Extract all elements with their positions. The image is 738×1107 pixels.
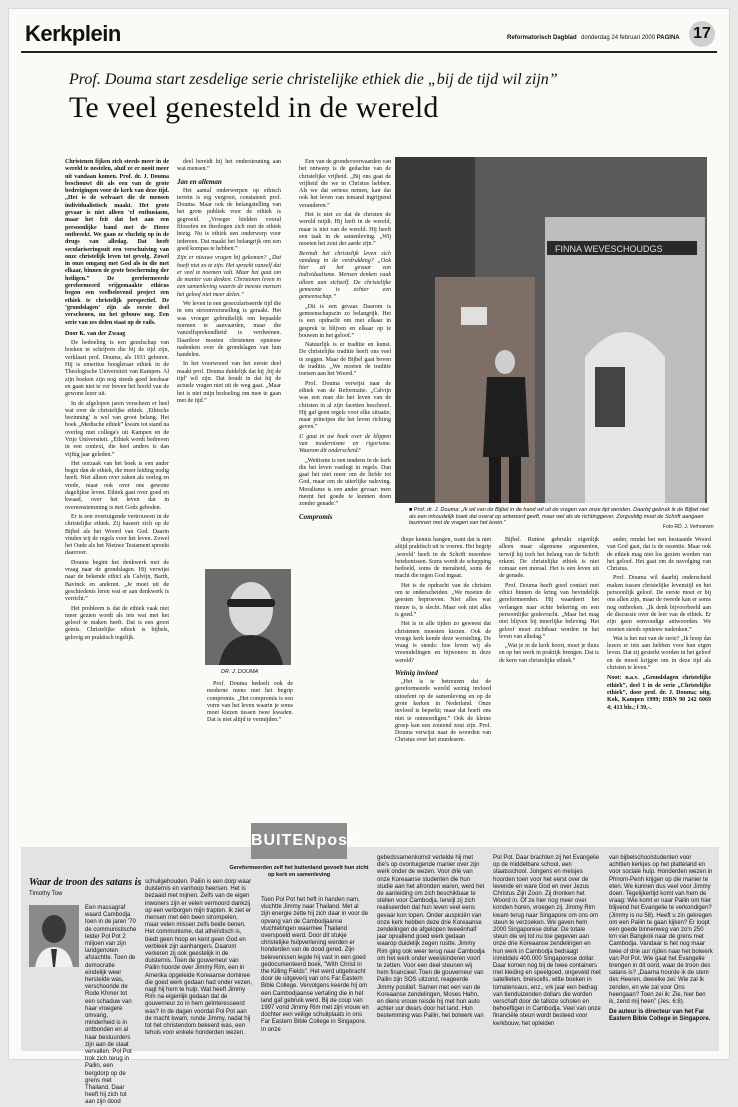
story-title: Waar de troon des satans is [29, 877, 142, 888]
subheading: Compromis [299, 512, 333, 521]
section-title: Kerkplein [25, 21, 121, 46]
paragraph: Een massagraf waard Cambodja toen in de jaren '70 de communistische leider Pol Pot 2 miljoen van zijn landgenoten afslachtte. Toen de democratie eindelijk weer herstelde was, verschoonde de Rode Khmer tot een schaduw van haar vroegere omvang, minderheid is in ontbonden en al haar bestuurders zijn aan de staat vervallen. Pol Pot trok zich terug in Pailin, een bergdorp op de grens met Thailand. Daar heeft hij zich tot aan zijn dood [85, 905, 137, 1106]
article-byline: Door K. van der Zwaag [65, 330, 126, 337]
photo-credit: Foto RD, J. Verhoeven [663, 524, 714, 530]
paragraph: Het oorzaak van het boek is een ander begin dan de ethiek, die meer leiding nodig heeft. Niet alleen over zaken als oorlog en vrede, maar ook over ons gewone dagelijkse leven. Ethiek gaat over goed en kwaad, over het leven dat in overeenstemming is met Gods geboden. [65, 460, 169, 511]
subheading: Jan en alleman [177, 177, 222, 186]
paragraph: Bijbel. Ruttest gebruikt eigenlijk alleen maar algemene argumenten, terwijl hij toch het belang van de Schrift erkent. De christelijke ethiek is niet zomaar een moraal. Het is een leven uit de genade. [499, 537, 599, 580]
buitenpost-column-2 [145, 879, 253, 1045]
paragraph: In het voorwoord van het eerste deel maakt prof. Douma duidelijk dat hij ‚bij de tijd’ wil zijn. Dat houdt in dat hij de actuele vragen niet uit de weg gaat. „Maar het is niet mijn bedoeling om mee te gaan met de tijd.” [177, 361, 281, 404]
interview-question: U gaat in uw boek over de klippen van modernisme en rigorisme. Waarom dit onderscheid? [299, 433, 391, 455]
paragraph: Het is niet zo dat de christen de wereld mijdt. Hij leeft in de wereld, maar is niet van de wereld. Hij heeft een taak in de samenleving. „Wij moeten het zout der aarde zijn.” [299, 212, 391, 248]
buitenpost-column-1 [29, 905, 137, 1106]
paragraph: Pol Pot. Daar brachten zij het Evangelie op de middelbare school, een staatsschool. Jongens en meisjes hoorden toen voor het eerst over de levende en ware God en over Jezus Christus Zijn Zoon. Zij dronken het Woord in. Of ze hier nog meer over konden horen, vroegen zij. Jimmy Rim kwam terug naar Singapore om ons om steun te verzoeken. We gaven hem 2000 Singaporese dollar. De totale steun die wij tot nu toe gegeven aan onze drie Koreaanse zendelingen en hun werk in Cambodja bedraagt inmiddels 400.000 Singaporese dollar. Daar komen nog bij de twee containers met kleding en speelgoed, ongeveld met satellieten, breiscells, witte boeken in tomatensaus, enz., vrk jaar een bedrag van tienduizenden dollars die worden verschaft door de talloze scholen en behoeftigen in Cambodja. Veel van onze financiële steun wordt besteed voor kerkbouw, het opleiden [493, 855, 601, 1027]
buitenpost-column-3 [261, 897, 369, 1045]
photo-sign-text: FINNA WEVESCHOUDGS [555, 244, 663, 254]
portrait-caption: DR. J. DOUMA [221, 669, 259, 675]
author-footnote: De auteur is directeur van het Far Eastern Bible College in Singapore. [609, 1009, 711, 1023]
portrait-image [205, 569, 291, 665]
subheading: Weinig invloed [395, 669, 438, 678]
photo-caption: ■ Prof. dr. J. Douma: „Ik wil van de Bijbel in de hand wil uit de vragen van onze tijd wenden. Daarbij gebruik ik de Bijbel niet als een inhoudelijk boek dat overal op antwoord geeft, maar wel als de richtinggever. Zorgvuldig moet de Schrift aangaan bezinnen met de vragen van het leven.” [409, 507, 709, 526]
paragraph: We leven in een geseculariseerde tijd die in een stroomversnelling is geraakt. Het was vroeger gebruikelijk om bepaalde normen te aanvaarden, maar die vanzelfsprekendheid is verdwenen. Daardoor moeten christenen opnieuw nadenken over de grondslagen van hun handelen. [177, 301, 281, 359]
article-column-6 [607, 537, 711, 821]
buitenpost-subtitle: Gereformeerden zelf het buitenland gevoelt hun zicht op kerk en samenleving [229, 865, 369, 878]
paragraph: Toen Pol Pot het heft in handen nam, vluchtte Jimmy naar Thailand. Met al zijn energie zette hij zich daar in voor de opvang van de Cambodjaanse vluchtelingen waarmee Thailand overspoeld werd. Door dit stukje christelijke hulpverlening werden er honderden van de dood gered. Zijn belevenissen legde hij vast in een goed gedocumenteerd boek, "With Christ in the Killing Fields". Het werd uitgebracht door de uitgeverij van ons Far Eastern Bible College. Vervolgens keerde hij om een Cambodjaanse vertaling die in het land gaf gebruik werd. Bij de coup van 1997 vond Jimmy Rim met zijn vrouw en dochter een veilige schuilplaats in ons Far Eastern Bible College in Singapore. In onze [261, 897, 369, 1033]
buitenpost-column-4 [377, 855, 485, 1045]
interview-question: Bevindt het christelijk leven zich vandaag in de verdrukking? „Ook hier zit het gevaar van individualisme. Mensen denken vaak alleen aan zichzelf. De christelijke gemeente is echter een gemeenschap.” [299, 250, 391, 301]
buitenpost-column-5 [493, 855, 601, 1045]
page-header [21, 23, 717, 53]
article-lead: Christenen fijken zich steeds meer in de wereld te nestelen, aluif ze er nooit meer uit vandaan komen. Prof. dr. J. Douma beschouwt dit als een van de grote bedreigingen voor de kerk van deze tijd. „Het is de welvaart die de mensen individualistisch maakt. Het grote gevaar is niet alleen ’el enthusiasm, maar het feit dat het aan een persoonlijke band met de Heere ontbreekt. We gaan ze vluchtig op in de drugs van alledag. Dat heeft seculariseringsuit een verschuiving van onze christelijk leven tot gevolg. Zowel in onze omgang met God als in die met elkaar, binnen de grote bescherming der heiligen.” De gereformeerde gereformeerd vrijgemaakte ethicus begon een veelbelovend project een ethiek te christelijk perspectief. De ‘grondslagen’ zijn als eerste deel verschenen, nu het gebouw nog. Een serie van zes delen staat op de rails. [65, 159, 169, 326]
book-note: Noot: n.a.v. „Grondslagen christelijke ethiek”, deel 1 in de serie „Christelijke ethiek”, door prof. dr. J. Douma; uitg. Kok, Kampen 1999; ISBN 90 242 6069 4; 413 blz.; f 39,-. [607, 675, 711, 711]
issue-date [581, 35, 680, 41]
paragraph: Douma begint het denkwerk met de vraag naar de grondslagen. Hij verwijst naar de bekende ethici als Calvijn, Barth, Bavinck en anderen. „Je moet uit de geschiedenis leren wat er aan denkwerk is verricht.” [65, 559, 169, 603]
article-column-5 [499, 537, 599, 821]
paragraph: Het is in alle tijden zo geweest dat christenen moesten kiezen. Ook de vroege kerk kende deze worsteling. De vraag is steeds: hoe leven wij als vreemdelingen en bijwoners in deze wereld? [395, 621, 491, 664]
paragraph: „Wat je in de kerk hoort, moet je thuis en op het werk in praktijk brengen. Dat is de kern van christelijke ethiek.” [499, 643, 599, 664]
date-text: donderdag 24 februari 2000 [581, 35, 656, 41]
paragraph: Prof. Douma verwijst naar de ethiek van de Reformatie. „Calvijn was een man die het leven van de christen in al zijn facetten beschreef. Hij gaf geen regels voor elke situatie, maar principes die het leven richting geven.” [299, 380, 391, 431]
paragraph: diepe kennis hangen, want dat is niet altijd praktisch uit te voeren. Het begrip ‚wereld’ heeft in de Schrift meerdere betekenissen. Soms wordt de schepping bedoeld, soms de mensheid, soms de macht die tegen God ingaat. [395, 537, 491, 580]
paragraph: „Wettisme is een tendens in de kerk die het leven vastlegt in regels. Dan gaat het niet meer om de liefde tot God, maar om de uiterlijke naleving. Moralisme is een ander gevaar: men meent het goede te kunnen doen zonder genade.” [299, 457, 391, 508]
article-column-2 [177, 159, 281, 559]
paragraph: Prof. Douma bedoelt ook de moderne mens met het begrip compromis. „Het compromis is een vorm van het leven waarin je soms moet kiezen tussen twee kwaden. Dat is niet altijd te vermijden.” [207, 681, 293, 724]
paragraph: Prof. Douma wil daarbij onderscheid maken tussen christelijke levenstijl en het persoonlijk geloof. De eerste moet er bij ons allen zijn, maar de tweede kan er soms nog ontbreken. „Ik denk bijvoorbeeld aan de discussie over de leer van de ethiek. Er zijn geen eenvoudige antwoorden. We moeten steeds opnieuw nadenken.” [607, 575, 711, 633]
article-kicker: Prof. Douma start zesdelige serie christelijke ethiek die „bij de tijd wil zijn” [69, 71, 558, 88]
paragraph: Een van de grondsvoorwaarden van het ontwerp is de gedachte van de christelijke vrijheid. „Bij ons gaat de vrijheid die we in Christus hebben. Als we dat serieus nemen, kan dat ook het leven van iemand ingrijpend veranderen.” [299, 159, 391, 209]
paragraph: Natuurlijk is er traditie en kunst. De christelijke traditie heeft ons veel te zeggen. Maar de Bijbel gaat boven de traditie. „We moeten de traditie toetsen aan het Woord.” [299, 342, 391, 378]
page-label: PAGINA [656, 35, 680, 41]
paragraph: deel bereidt hij het ondersteuning aan wat mensen.” [177, 159, 281, 173]
article-column-2-bottom [207, 681, 293, 821]
photo-image [395, 157, 707, 503]
paragraph: „Het is te betreuren dat de gereformeerde wereld weinig invloed uitoefent op de samenleving en op de grote kerken in Nederland. Onze invloed is beperkt; maar dat hoeft ons niet te ontmoedigen.” Ook de kleine groep kan een zoutend zout zijn. Prof. Douma verwijst naar de woorden van Christus over het zuurdesem. [395, 679, 491, 744]
paragraph: gebedssamenkomst vertelde hij met die's op ovontuigende manier over zijn werk onder de wezen. Voor drie van onze Koreaanse studenten die hun studie aan het afronden waren, werd het de aanleiding om zich beschikbaar te stellen voor Cambodja, terwijl zij zich realiseerden dat hun leven veel eens gevaar kon lopen. Onder auspiciën van onze kerk hebben deze drie Koreaanse zendelingen de afgelopen tweeënhalf jaar opvallend goed werk gedaan waarop duidelijk zegen rustte. Jimmy Rim ging ook weer terug naar Cambodja om het werk onder weeskinderen voort te zetten. Voor een deel steunen wij hem financieel. Toen de gouverneur van Pailin zijn SOS uitzond, reageerde Jimmy positief. Samen met een van de Koreaanse zendelingen, Moses Hahn, en diens vrouw reisde hij met hun auto achter uur dwars door het land. Hun bestemming was Pailin, het bolwerk van [377, 855, 485, 1020]
article-column-3 [299, 159, 391, 819]
article-photo [395, 157, 707, 503]
paragraph: Het aantal onderwerpen op ethisch terrein is erg vergroot, constateert prof. Douma. Maar ook de belangstelling van het grote publiek voor de ethiek is gegroeid. „Vroeger hielden vooral filosofen en theologen zich met de ethiek bezig. Nu is ethiek een onderwerp voor iedereen. Dat maakt het belangrijk om een goed kompas te hebben.” [177, 187, 281, 252]
paragraph: Prof. Douma heeft goed contact met ethici binnen de kring van bevindelijk gereformeerden. Hij waardeert het verlangen naar echte bekering en een persoonlijke godsvrucht. „Maar het mag niet blijven bij innerlijke beleving. Het geloof moet zichtbaar worden in het leven van alledag.” [499, 582, 599, 640]
paragraph: Er is een overtuigende vertrouwen in de christelijke ethiek. Zij baseert zich op de Bijbel als het Woord van God. Daarin vinden wij de regels voor het leven. Zowel het Oude als het Nieuwe Testament spreekt daarover. [65, 513, 169, 557]
article-column-4 [395, 537, 491, 821]
page-number: 17 [689, 21, 715, 47]
buitenpost-title: BUITENpost [251, 823, 347, 859]
paragraph: Het is de opdracht van de christen om te onderscheiden. „We moeten de geesten beproeven. Niet alles wat nieuw is, is slecht. Maar ook niet alles is goed.” [395, 582, 491, 618]
article-column-1 [65, 159, 169, 819]
paper-name: Reformatorisch Dagblad [507, 35, 577, 41]
paragraph: schuilgehouden. Pailin is een dorp waar duisternis en vanhoop heersen. Het is bezaaid met mijnen. Zelfs van de eigen inwoners zijn er velen vermoord dankzij op een verborgen mijn trapten. Ik ziet er mensen met één been strompelen, maar velen missen zelfs beide benen. Het communisme, dat atheïstisch is, biedt geen hoop en kent geen God en verbleek zijn aanhangers. Daarom verkeren zij ook geestelijk in de duisternis. Toen de gouverneur van Pailin hoorde over Jimmy Rim, een in Amerika opgeleide Koreaanse dominee die goed werk gedaan had onder vezen, nagt hij hem te hulp. Wat heeft Jimmy Rim na eigenlijk gedaan dat de gouverneur zo in hem geïnteresseerd was? In de dagen voordat Pol Pot aan de macht kwam, runde Jimmy, nadat hij tot het christendom bekeerd was, een tehuis voor enkele honderden wezen. [145, 879, 253, 1037]
paragraph: In de afgelopen jaren verscheen er heel wat over de christelijke ethiek. ‚Ethische bezinning’ is wel van groot belang. Het boek „Medische ethiek” kwam tot stand na overleg met collega's uit Kampen en de Vrije Universiteit. „Ethiek wordt bedreven in een context, die heel anders is dan vijftig jaar geleden.” [65, 400, 169, 458]
interview-question: Zijn er nieuwe vragen bij gekomen? „Dat hoeft niet zo te zijn. Het spreekt vanzelf dat er veel te noemen valt. Maar het gaat om de manier van denken. Christenen leven in een samenleving waarin de meeste mensen het geloof niet meer delen.” [177, 255, 281, 298]
newspaper-page [8, 8, 730, 1106]
paragraph: De bedoeling is een gezelschap van boeken te schrijven die bij de tijd zijn, verklaart prof. Douma, als 1931 geboren. Hij is emeritus hoogleraar ethiek in de Theologische Universiteit van Kampen. Al zijn boeken zijn nog steeds goed leesbaar en gaan niet te ver boven het hoofd van de gewone lezer uit. [65, 340, 169, 398]
paragraph: van bijbelschoolstudenten voor achttien kerkjes op het platteland en voor sociale hulp. Honderden wezen in Phnom-Penh krijgen op die manier te eten. We kunnen dus veel voor Jimmy doen. Tegelijkertijd komt van hem de vraag: Wie komt er naar Pailin om hier blijvend het Evangelie te verkondigen? (Jimmy is nu 58). Heeft u zin gekregen om een Pailin te gaan kijken? Er loopt een goede binnenweg van zo'n 250 km van Bangkok naar de grens met Cambodja. Vandaar is het nog maar twee of drie uur rijden naar het bolwerk van Pol Pot. Wie gaat het Evangelie brengen in dit oord, waar de troon des satans is? „Daarna hoorde ik de stem des Heeren, dewelke zei: Wie zal Ik zenden, en wie zal voor Ons heengaan? Toen zei ik: Zie, hier ben ik, zend mij heen” (Jes. 6:8). [609, 855, 713, 1006]
article-headline: Te veel genesteld in de wereld [69, 91, 439, 124]
paragraph: Het probleem is dat de ethiek vaak niet meer gezien wordt als iets wat met het geloof te maken heeft. Dat is een groot gemis. Christelijke ethiek is bijbels, gelovig en praktisch tegelijk. [65, 605, 169, 641]
paragraph: „Dit is een gevaar. Daarom is gemeenschapszin zo belangrijk. Het is een opdracht om met elkaar in gesprek te blijven en elkaar op te bouwen in het geloof.” [299, 303, 391, 339]
buitenpost-column-6 [609, 855, 713, 1045]
douma-portrait [205, 569, 291, 665]
paragraph: ander, omdat het een bestaande Woord van God gaat, dat is de essentie. Maar ook de ethiek mag niet los gezien worden van het geloof. Het gaat om de navolging van Christus. [607, 537, 711, 573]
story-author: Timothy Tow [29, 891, 63, 897]
paragraph: Wat is het nut van de serie? „Ik hoop dat lezers er iets aan hebben voor hun eigen leven. Dat zij gesterkt worden in het geloof en de moed krijgen om in deze tijd als christen te leven.” [607, 635, 711, 672]
